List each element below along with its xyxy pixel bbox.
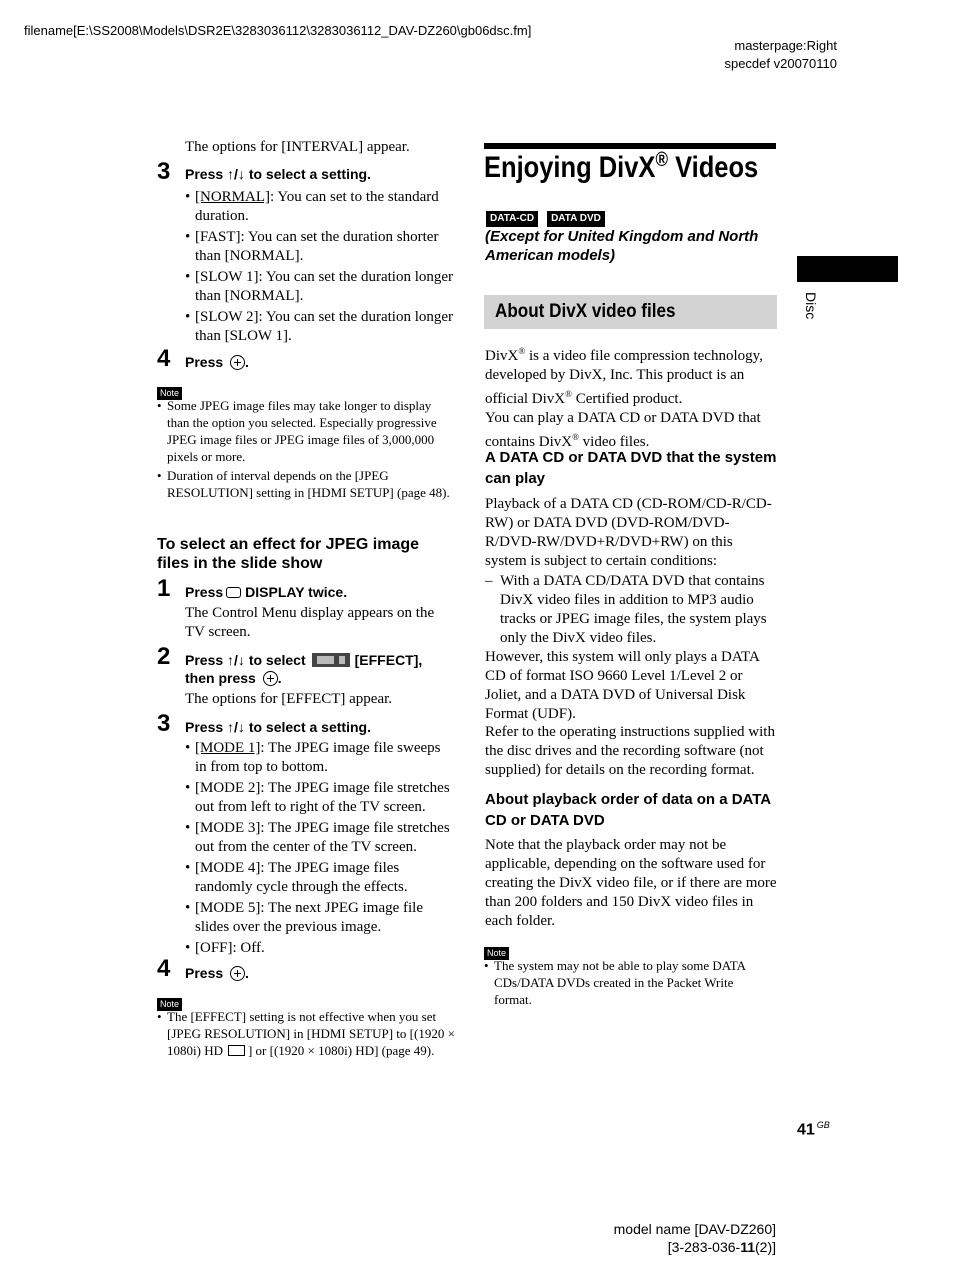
- side-tab-bar: [797, 256, 898, 282]
- note-label: Note: [157, 994, 182, 1012]
- list-item: • [MODE 4]: The JPEG image files randomly cycle through the effects.: [185, 859, 455, 897]
- enter-button-icon: [263, 671, 278, 686]
- list-item: • [FAST]: You can set the duration shorter than [NORMAL].: [185, 228, 455, 266]
- list-item: • [MODE 1]: The JPEG image file sweeps in from top to bottom.: [185, 739, 455, 777]
- filename-header: filename[E:\SS2008\Models\DSR2E\3283036112\3283036112_DAV-DZ260\gb06dsc.fm]: [24, 23, 532, 38]
- region-exception: (Except for United Kingdom and North American models): [485, 228, 759, 264]
- list-item: • [NORMAL]: You can set to the standard duration.: [185, 188, 455, 226]
- step-instruction: Press .: [185, 965, 249, 981]
- effect-heading: To select an effect for JPEG image files in the slide show: [157, 536, 420, 572]
- list-item: • [MODE 5]: The next JPEG image file slides over the previous image.: [185, 899, 455, 937]
- note-label: Note: [484, 943, 509, 961]
- list-item: • The system may not be able to play some DATA CDs/DATA DVDs created in the Packet Write format.: [484, 957, 774, 1008]
- data-cd-tag: DATA-CD: [486, 211, 538, 227]
- step-number: 4: [157, 955, 171, 982]
- step-instruction: Press ↑/↓ to select a setting.: [185, 166, 371, 182]
- list-item: • [SLOW 2]: You can set the duration longer than [SLOW 1].: [185, 308, 455, 346]
- effect-menu-icon: [312, 653, 350, 667]
- footer: [614, 1220, 776, 1256]
- refer-paragraph: Refer to the operating instructions supplied with the disc drives and the recording software (not supplied) for details on the recording format.: [485, 724, 775, 778]
- playback-order-paragraph: Note that the playback order may not be applicable, depending on the software used for creating the DivX video file, or if there are more than 200 folders and 150 DivX video files in each folder.: [485, 837, 777, 929]
- list-item: • [MODE 2]: The JPEG image file stretches out from left to right of the TV screen.: [185, 779, 455, 817]
- page-number: 41 $^{GB}$: [797, 1120, 830, 1139]
- step-instruction: Press ↑/↓ to select a setting.: [185, 719, 371, 735]
- media-tags: [486, 208, 614, 227]
- format-paragraph: However, this system will only plays a DATA CD of format ISO 9660 Level 1/Level 2 or Joliet, and a DATA DVD of Universal Disk Format (UDF).: [485, 649, 760, 722]
- section-tab-label: Disc: [803, 292, 819, 320]
- step-number: 2: [157, 643, 171, 670]
- note-list: [157, 1008, 455, 1059]
- subheading: About playback order of data on a DATA CD or DATA DVD: [485, 791, 771, 829]
- page-title: Enjoying DivX® Videos: [484, 149, 759, 184]
- list-item: • [OFF]: Off.: [185, 939, 455, 958]
- list-item: • [SLOW 1]: You can set the duration longer than [NORMAL].: [185, 268, 455, 306]
- divx-intro: DivX® is a video file compression technology, developed by DivX, Inc. This product is an official DivX® Certified product. You can play a DATA CD or DATA DVD that contains DivX® video files.: [485, 346, 763, 450]
- note-list: [157, 397, 452, 501]
- section-header-bar: [484, 295, 777, 329]
- section-title: About DivX video files: [495, 301, 676, 322]
- data-dvd-tag: DATA DVD: [547, 211, 605, 227]
- step-number: 3: [157, 710, 171, 737]
- step-description: The options for [EFFECT] appear.: [185, 691, 393, 707]
- list-item: • Some JPEG image files may take longer to display than the option you selected. Especially progressive JPEG image files or JPEG image files of 3,000,000 pixels or more.: [157, 397, 452, 465]
- effect-options-list: [185, 739, 455, 958]
- duration-options-list: [185, 188, 455, 346]
- display-button-icon: [226, 587, 241, 598]
- interval-intro: The options for [INTERVAL] appear.: [185, 139, 410, 155]
- note-list: [484, 957, 774, 1008]
- masterpage-header: [724, 37, 837, 73]
- note-label: Note: [157, 383, 182, 401]
- step-description: The Control Menu display appears on the TV screen.: [185, 605, 435, 640]
- list-item: • [MODE 3]: The JPEG image file stretches out from the center of the TV screen.: [185, 819, 455, 857]
- model-name: model name [DAV-DZ260]: [613, 1221, 776, 1237]
- step-number: 4: [157, 345, 171, 372]
- subheading: A DATA CD or DATA DVD that the system can play: [485, 449, 777, 487]
- condition-item: – With a DATA CD/DATA DVD that contains DivX video files in addition to MP3 audio tracks or JPEG image files, the system plays only the DivX video files.: [485, 573, 767, 646]
- step-number: 1: [157, 575, 171, 602]
- step-number: 3: [157, 158, 171, 185]
- enter-button-icon: [230, 966, 245, 981]
- list-item: • The [EFFECT] setting is not effective when you set [JPEG RESOLUTION] in [HDMI SETUP] to [(1920 × 1080i) HD ] or [(1920 × 1080i) HD] (page 49).: [157, 1008, 455, 1059]
- step-instruction: Press .: [185, 354, 249, 370]
- document-code: [3-283-036-11(2)]: [667, 1239, 776, 1255]
- step-instruction: Press DISPLAY twice.: [185, 584, 348, 600]
- list-item: • Duration of interval depends on the [JPEG RESOLUTION] setting in [HDMI SETUP] (page 48).: [157, 467, 452, 501]
- step-instruction: Press ↑/↓ to select [EFFECT], then press .: [185, 652, 423, 686]
- enter-button-icon: [230, 355, 245, 370]
- wide-screen-icon: [228, 1045, 245, 1056]
- playback-conditions: Playback of a DATA CD (CD-ROM/CD-R/CD-RW) or DATA DVD (DVD-ROM/DVD-R/DVD-RW/DVD+R/DVD+RW) on this system is subject to certain conditions:: [485, 496, 772, 569]
- specdef-label: specdef v20070110: [724, 56, 837, 71]
- masterpage-label: masterpage:Right: [734, 38, 837, 53]
